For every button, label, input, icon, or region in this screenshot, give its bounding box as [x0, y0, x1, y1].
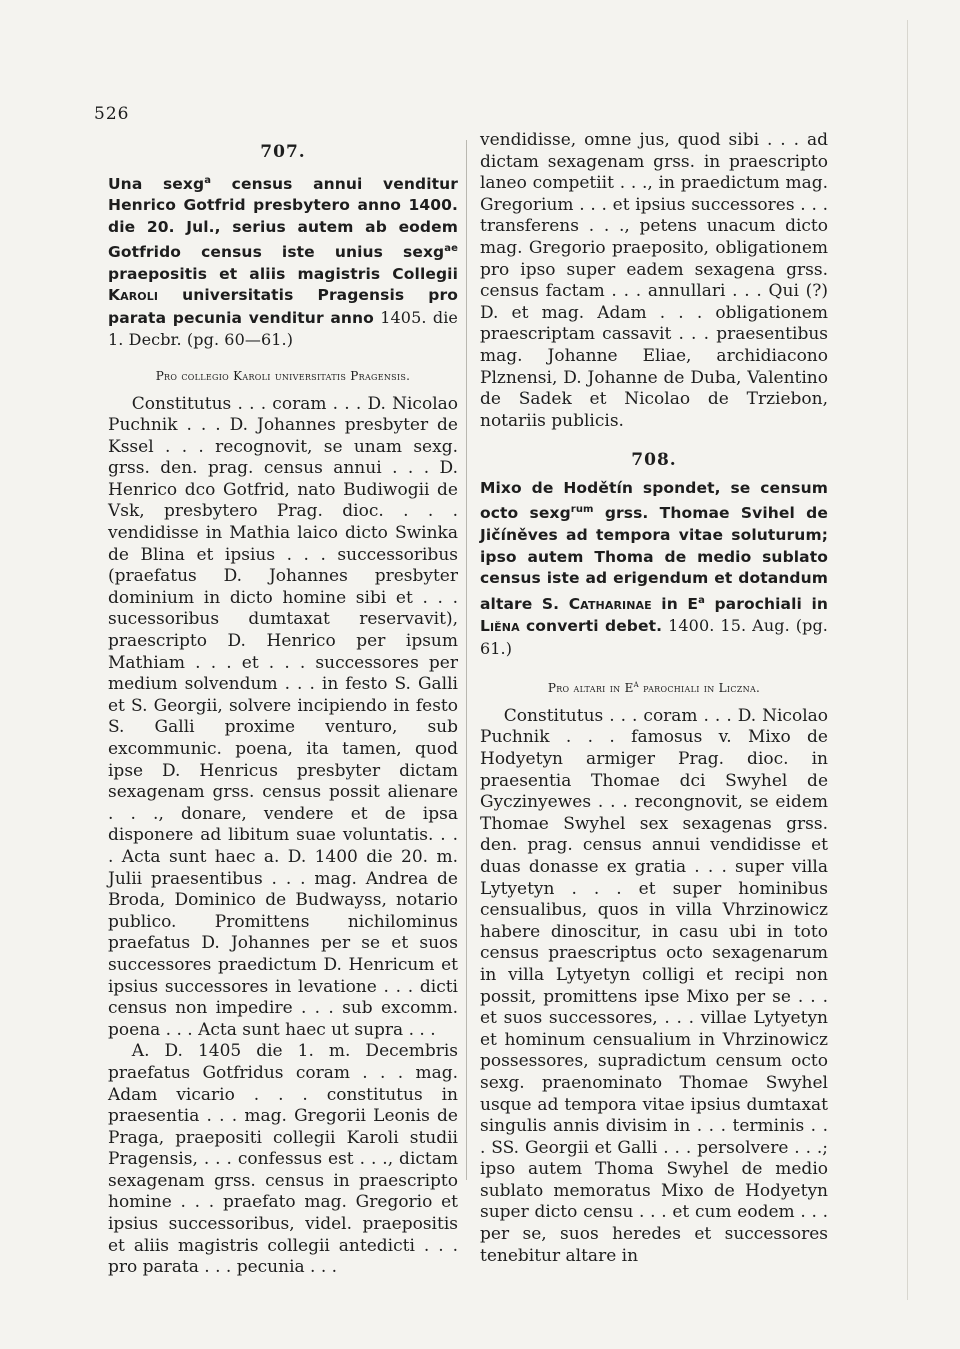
entry-707-subhead: Pro collegio Karoli universitatis Pragensis. — [155, 368, 411, 383]
entry-707-body — [108, 394, 458, 1279]
heading-smallcaps: Karoli — [108, 286, 159, 305]
heading-sup: rum — [570, 504, 594, 516]
heading-text: converti debet. — [519, 617, 663, 636]
heading-text: parochiali in — [704, 594, 828, 613]
right-column — [480, 130, 828, 1267]
entry-708-heading — [480, 478, 828, 660]
subhead-text: parochiali in Liczna. — [639, 681, 761, 696]
paragraph: vendidisse, omne jus, quod sibi . . . ad dictam sexagenam grss. in praescripto laneo competiit . . ., in praedictum mag. Gregorium . . . et ipsius successores . . . transferens . . ., petens unacum dicto mag. Gregorio praeposito, obligationem pro ipso super eadem sexagena grss. census factam . . . annullari . . . Qui (?) D. et mag. Adam . . . obligationem praescriptam cassavit . . . praesentibus mag. Johanne Eliae, archidiacono Plznensi, D. Johanne de Duba, Valentino de Sadek et Nicolao de Trziebon, notariis publicis. — [480, 130, 828, 431]
heading-text: in E — [651, 594, 699, 613]
heading-text: census annui venditur Henrico Gotfrid presbytero anno 1400. die 20. Jul., serius autem ab eodem Gotfrido census iste unius sexg — [108, 174, 459, 262]
entry-707-heading — [108, 170, 458, 352]
entry-708-body — [480, 706, 828, 1267]
entry-707-continuation — [480, 130, 828, 432]
heading-text: Una sexg — [108, 174, 205, 193]
page-edge-shadow — [907, 20, 908, 1300]
heading-date: 1400. 15. Aug. (pg. 61.) — [480, 616, 828, 658]
entry-number-708: 708. — [631, 450, 677, 471]
heading-smallcaps: Catharinae — [568, 594, 652, 613]
paragraph: A. D. 1405 die 1. m. Decembris praefatus Gotfridus coram . . . mag. Adam vicario . . . constitutus in praesentia . . . mag. Gregorii Leonis de Praga, praepositi collegii Karoli studii Pragensis, . . . confessus est . . ., dictam sexagenam grss. census in praescripto homine . . . praefato mag. Gregorio et ipsius successoribus, videl. praepositis et aliis magistris collegii antedicti . . . pro parata . . . pecunia . . . — [108, 1041, 458, 1278]
entry-number-707: 707. — [260, 142, 306, 162]
heading-text: praepositis et aliis magistris Collegii — [108, 264, 458, 283]
paragraph: Constitutus . . . coram . . . D. Nicolao Puchnik . . . famosus v. Mixo de Hodyetyn armiger Prag. dioc. in praesentia Thomae dci Swyhel de Gyczinyewes . . . recongnovit, se eidem Thomae Swyhel sex sexagenas grss. den. prag. census annui vendidisse et duas donasse ex gratia . . . super villa Lytyetyn . . . et super hominibus censualibus, quos in villa Vhrzinowicz habere dinoscitur, in casu ubi in toto census praescriptus octo sexagenarum in villa Lytyetyn colligi et recipi non possit, promittens ipse Mixo per se . . . et suos successores, . . . villae Lytyetyn et hominum censualium in Vhrzinowicz possessores, supradictum censum octo sexg. praenominato Thomae Swyhel usque ad tempora vitae ipsius dumtaxat singulis annis divisim in . . . terminis . . . SS. Georgii et Galli . . . persolvere . . .; ipso autem Thoma Swyhel de medio sublato memoratus Mixo de Hodyetyn super dicto censu . . . et cum eodem . . . per se, suos heredes et successores tenebitur altare in — [480, 705, 828, 1266]
heading-date: 1405. die 1. Decbr. (pg. 60—61.) — [108, 307, 458, 350]
heading-text: Mixo de Hodětín spondet, se censum octo sexg — [480, 478, 828, 523]
paragraph: Constitutus . . . coram . . . D. Nicolao Puchnik . . . D. Johannes presbyter de Kssel . . . recognovit, se unam sexg. grss. den. prag. census annui . . . D. Henrico dco Gotfrid, nato Budiwogii de Vsk, presbytero Prag. dioc. . . . vendidisse in Mathia laico dicto Swinka de Blina et ipsius . . . successoribus (praefatus D. Johannes presbyter dominium in dicto homine sibi et . . . sucessoribus dumtaxat reservavit), praescripto D. Henrico per ipsum Mathiam . . . et . . . successores per medium solvendum . . . in festo S. Galli et S. Georgii, solvere incipiendo in festo S. Galli proxime venturo, sub excommunic. poena, ita tamen, quod ipse D. Henricus presbyter dictam sexagenam grss. census possit alienare . . ., donare, vendere et de ipsa disponere ad libitum suae voluntatis. . . . Acta sunt haec a. D. 1400 die 20. m. Julii praesentibus . . . mag. Andrea de Broda, Dominico de Budwayss, notario publico. Promittens nichilominus praefatus D. Johannes per se et suos successores praedictum D. Henricum et ipsius successores in levatione . . . dicti census non impedire . . . sub excomm. poena . . . Acta sunt haec ut supra . . . — [108, 393, 458, 1040]
subhead-text: Pro altari in E — [547, 681, 634, 696]
heading-sup: a — [698, 594, 705, 606]
left-column — [108, 128, 458, 1279]
heading-smallcaps: Liĕna — [480, 617, 520, 636]
column-divider — [466, 140, 467, 1180]
heading-sup: ae — [444, 243, 458, 255]
page-number: 526 — [94, 104, 130, 124]
heading-text: universitatis Pragensis pro parata pecunia venditur anno — [108, 286, 458, 327]
entry-708-subhead — [480, 674, 828, 700]
heading-sup: a — [204, 174, 212, 186]
heading-text: grss. Thomae Svihel de Jičíněves ad tempora vitae soluturum; ipso autem Thoma de medio sublato census iste ad erigendum et dotandum altare S. — [480, 504, 828, 613]
subhead-sup: a — [633, 679, 640, 691]
